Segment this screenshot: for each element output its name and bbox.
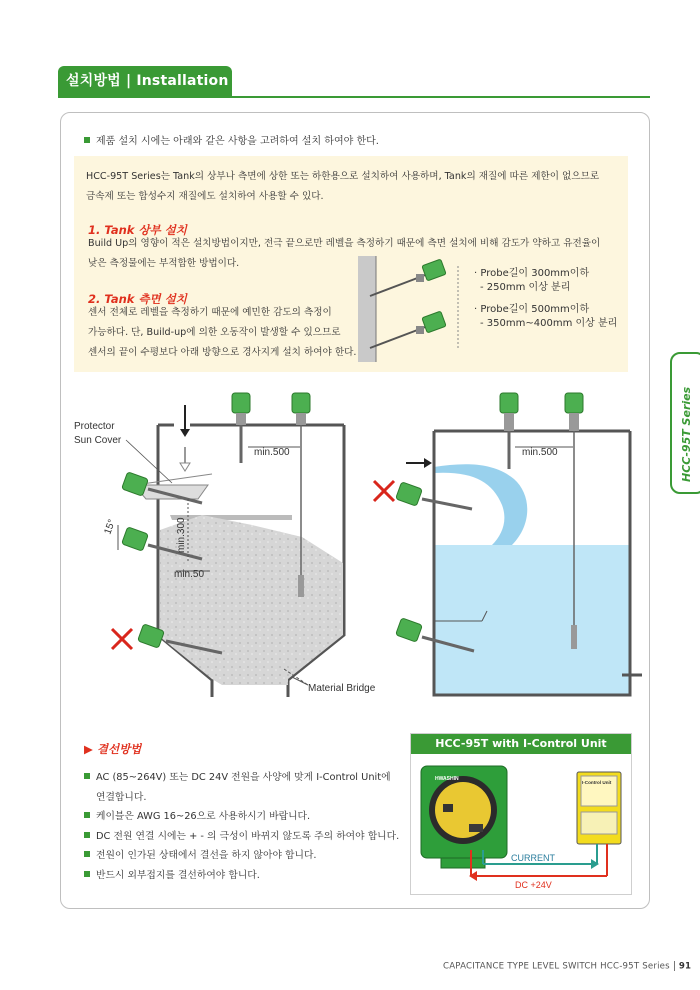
not-recommended-x-icon <box>112 629 132 649</box>
wiring-diagram <box>411 754 631 894</box>
side-install-line-1: 센서 전체로 레벨을 측정하기 때문에 예민한 감도의 측정이 <box>88 307 332 318</box>
wiring-item: 케이블은 AWG 16~26으로 사용하시기 바랍니다. <box>84 807 414 827</box>
note-line-1: HCC-95T Series는 Tank의 상부나 측면에 상한 또는 하한용으로 설치하여 사용하며, Tank의 재질에 따른 제한이 없으므로 <box>86 171 600 182</box>
right-tank <box>374 393 642 695</box>
wiring-item: AC (85~264V) 또는 DC 24V 전원을 사양에 맞게 I-Control Unit에 <box>84 768 414 788</box>
bullet-square-icon <box>84 812 90 818</box>
probe-300-label: · Probe길이 300mm이하 <box>474 268 590 279</box>
title-underline <box>58 96 650 98</box>
not-recommended-x-icon-right <box>374 481 394 501</box>
section-title: 설치방법 | Installation <box>58 66 232 97</box>
angle-label: 15° <box>102 518 118 537</box>
top-install-line-1: Build Up의 영향이 적은 설치방법이지만, 전극 끝으로만 레벨을 측정하기 때문에 측면 설치에 비해 감도가 약하고 유전율이 <box>88 238 601 249</box>
probe-upper <box>370 259 446 296</box>
intro-text: 제품 설치 시에는 아래와 같은 사항을 고려하여 설치 하여야 한다. <box>84 132 379 147</box>
material-bridge-label: Material Bridge <box>308 683 376 694</box>
liquid-fill <box>434 545 630 695</box>
wiring-item: 전원이 인가된 상태에서 결선을 하지 않아야 합니다. <box>84 846 414 866</box>
unit-label: I-Control Unit <box>582 780 612 785</box>
protector-label: Protector <box>74 421 115 432</box>
side-install-title: 2. Tank 측면 설치 <box>88 292 187 306</box>
control-unit-title: HCC-95T with I-Control Unit <box>411 734 631 754</box>
probe-500-sep: - 350mm~400mm 이상 분리 <box>480 318 618 329</box>
sun-cover-label: Sun Cover <box>74 435 122 446</box>
bullet-square-icon <box>84 851 90 857</box>
current-label: CURRENT <box>511 853 555 863</box>
control-unit-panel <box>410 733 632 895</box>
side-install-line-2: 가능하다. 단, Build-up에 의한 오동작이 발생할 수 있으므로 <box>88 327 341 338</box>
min50-label: min.50 <box>174 569 205 580</box>
side-tab-label: HCC-95T Series <box>680 386 693 482</box>
probe-500-label: · Probe길이 500mm이하 <box>474 304 590 315</box>
bullet-square-icon <box>84 871 90 877</box>
page-number: 91 <box>678 961 692 972</box>
page-footer: CAPACITANCE TYPE LEVEL SWITCH HCC-95T Series 91 <box>443 961 692 972</box>
min500-left-label: min.500 <box>254 447 290 458</box>
min300-label: min.300 <box>176 517 187 553</box>
bullet-square-icon <box>84 137 90 143</box>
bullet-square-icon <box>84 773 90 779</box>
top-install-line-2: 낮은 측정물에는 부적합한 방법이다. <box>88 258 240 269</box>
wiring-item: 반드시 외부접지를 결선하여야 합니다. <box>84 866 414 886</box>
bullet-square-icon <box>84 832 90 838</box>
control-unit-box <box>577 772 621 844</box>
footer-divider <box>674 961 675 971</box>
note-line-2: 금속제 또는 합성수지 재질에도 설치하여 사용할 수 있다. <box>86 191 324 202</box>
wiring-item-continued: 연결합니다. <box>96 791 147 803</box>
installation-diagram <box>62 385 642 715</box>
side-mount-illustration <box>358 256 476 362</box>
side-install-line-3: 센서의 끝이 수평보다 아래 방향으로 경사지게 설치 하여야 한다. <box>88 347 357 358</box>
series-side-tab[interactable] <box>670 352 700 494</box>
wiring-list <box>84 768 414 885</box>
wiring-title: ▶ 결선방법 <box>84 742 142 756</box>
wiring-item: DC 전원 연결 시에는 + - 의 극성이 바뀌지 않도록 주의 하여야 합니다. <box>84 827 414 847</box>
probe-300-sep: - 250mm 이상 분리 <box>480 282 571 293</box>
probe-lower <box>370 311 446 348</box>
min500-right-label: min.500 <box>522 447 558 458</box>
sensor-housing <box>421 766 507 868</box>
top-install-title: 1. Tank 상부 설치 <box>88 223 187 237</box>
dc-label: DC +24V <box>515 880 552 890</box>
left-tank <box>112 393 344 697</box>
brand-label: HWASHIN <box>435 776 459 782</box>
